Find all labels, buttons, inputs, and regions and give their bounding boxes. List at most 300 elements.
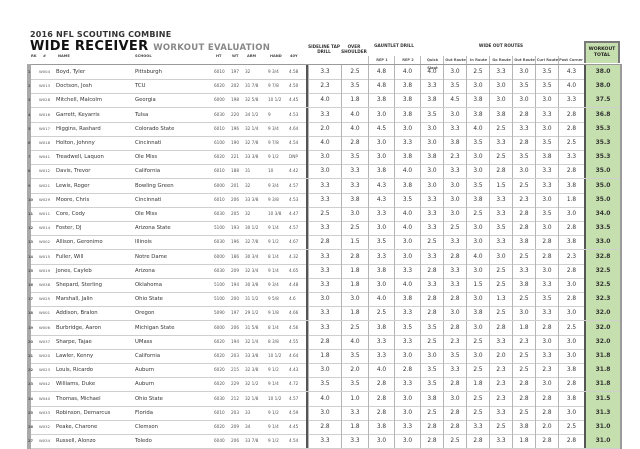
hand-cell: 9 3/4 <box>268 69 279 74</box>
score-cell: 3.8 <box>420 392 443 406</box>
name-cell: Thomas, Michael <box>56 395 101 402</box>
score-cell: 3.8 <box>535 150 558 164</box>
score-cell: 3.0 <box>341 207 368 221</box>
hand-cell: 9 1/2 <box>268 367 279 373</box>
school-cell: Toledo <box>135 438 152 445</box>
score-cell: 3.8 <box>368 93 394 107</box>
score-cell: 2.8 <box>394 363 420 377</box>
score-cell: 3.0 <box>466 221 489 235</box>
score-cell: 4.0 <box>368 292 394 306</box>
forty-cell: 4.65 <box>289 267 299 273</box>
score-cell: 3.3 <box>558 150 584 164</box>
hand-cell: 10 1/2 <box>268 395 282 401</box>
score-cell: 3.3 <box>308 250 341 264</box>
score-cell: 2.8 <box>420 434 443 448</box>
score-cell: 3.0 <box>489 79 512 93</box>
name-cell: Lewis, Roger <box>56 182 90 189</box>
forty-cell: 4.50 <box>289 83 299 89</box>
score-cell: 3.5 <box>420 321 443 335</box>
score-cell: 2.5 <box>489 278 512 292</box>
name-cell: Peake, Charone <box>56 424 98 430</box>
score-cell: 3.0 <box>394 250 420 264</box>
score-cell: 3.5 <box>535 79 558 93</box>
forty-cell: 4.56 <box>289 324 299 330</box>
school-cell: Illinois <box>135 239 152 246</box>
score-cell: 2.8 <box>512 392 535 406</box>
height-cell: 6000 <box>214 253 225 259</box>
score-cell: 2.8 <box>558 108 584 122</box>
col-gauntlet-rep1: REP 1 <box>368 56 395 64</box>
table-row <box>28 278 620 293</box>
score-cell: 1.5 <box>466 278 489 292</box>
score-cell: 3.3 <box>308 65 341 79</box>
forty-cell: 4.47 <box>289 211 299 216</box>
score-cell: 4.3 <box>368 193 394 207</box>
height-cell: 6000 <box>214 97 225 103</box>
score-cell: 4.0 <box>394 65 420 79</box>
score-cell: 4.0 <box>558 79 584 93</box>
score-cell: 2.5 <box>466 363 489 377</box>
score-cell: 3.8 <box>394 93 420 107</box>
score-cell: 2.5 <box>341 221 368 235</box>
school-cell: Colorado State <box>135 125 175 132</box>
score-cell: 2.5 <box>341 65 368 79</box>
name-cell: Williams, Duke <box>56 381 96 388</box>
score-cell: 4.0 <box>394 164 420 178</box>
school-cell: Oklahoma <box>135 282 162 288</box>
score-cell: 3.0 <box>368 150 394 164</box>
title-sub: WORKOUT EVALUATION <box>153 43 271 53</box>
weight-cell: 190 <box>231 140 239 145</box>
school-cell: Michigan State <box>135 324 175 331</box>
total-cell: 31.8 <box>584 349 620 363</box>
col-over-shoulder: OVER SHOULDER <box>341 44 367 54</box>
hand-cell: 10 1/2 <box>268 353 282 358</box>
score-cell: 2.5 <box>489 122 512 136</box>
score-cell: 3.3 <box>489 235 512 249</box>
weight-cell: 197 <box>231 69 239 74</box>
code-cell: W040 <box>39 395 51 401</box>
score-cell: 3.0 <box>443 179 466 193</box>
school-cell: Cincinnati <box>135 140 162 146</box>
score-cell: 1.8 <box>558 193 584 207</box>
score-cell: 3.5 <box>535 292 558 306</box>
weight-cell: 205 <box>231 211 239 216</box>
score-cell: 3.8 <box>466 306 489 320</box>
table-row <box>28 207 620 222</box>
rank-cell: 26 <box>28 425 34 429</box>
score-cell: 3.0 <box>512 306 535 320</box>
score-cell: 2.8 <box>558 264 584 278</box>
forty-cell: 4.53 <box>289 111 299 117</box>
score-cell: 3.3 <box>308 321 341 335</box>
score-cell: 3.8 <box>489 108 512 122</box>
score-cell: 3.3 <box>443 278 466 292</box>
total-cell: 32.0 <box>584 335 620 349</box>
score-cell: 3.0 <box>394 235 420 249</box>
height-cell: 6030 <box>214 395 225 401</box>
score-cell: 3.0 <box>368 221 394 235</box>
total-cell: 35.3 <box>584 150 620 164</box>
score-cell: 3.0 <box>466 349 489 363</box>
name-cell: Addison, Bralon <box>56 310 98 317</box>
score-cell: 3.3 <box>489 406 512 420</box>
table-row <box>28 292 620 307</box>
score-cell: 2.5 <box>368 306 394 320</box>
weight-cell: 229 <box>231 381 239 387</box>
score-cell: 3.5 <box>466 136 489 150</box>
score-cell: 3.3 <box>394 377 420 391</box>
score-cell: 3.0 <box>443 306 466 320</box>
table-row <box>28 235 620 250</box>
rank-cell: 13 <box>28 240 34 245</box>
table-row <box>28 93 620 108</box>
score-cell: 3.3 <box>512 122 535 136</box>
score-cell: 2.5 <box>308 207 341 221</box>
forty-cell: 4.54 <box>289 140 299 145</box>
forty-cell: 4.66 <box>289 310 299 316</box>
score-cell: 4.3 <box>368 179 394 193</box>
height-cell: 6010 <box>214 125 225 131</box>
score-cell: 3.0 <box>466 79 489 93</box>
height-cell: 6020 <box>214 353 225 358</box>
score-cell: 3.3 <box>443 122 466 136</box>
code-cell: W038 <box>39 282 51 287</box>
score-cell: 2.8 <box>443 406 466 420</box>
name-cell: Foster, DJ <box>56 225 82 232</box>
weight-cell: 221 <box>231 154 239 160</box>
score-cell: 3.5 <box>443 349 466 363</box>
school-cell: Auburn <box>135 381 155 388</box>
name-cell: Shepard, Sterling <box>56 282 102 288</box>
score-cell: 2.5 <box>512 179 535 193</box>
weight-cell: 209 <box>231 424 239 429</box>
hand-cell: 9 1/2 <box>268 154 279 160</box>
weight-cell: 196 <box>231 125 239 131</box>
score-cell: 2.5 <box>489 420 512 434</box>
score-cell: 3.3 <box>394 335 420 349</box>
score-cell: 2.3 <box>512 193 535 207</box>
rank-cell: 1 <box>28 70 31 74</box>
forty-cell: 4.72 <box>289 381 299 387</box>
forty-cell: 4.32 <box>289 253 299 259</box>
table-row <box>28 377 620 392</box>
score-cell: 3.0 <box>308 164 341 178</box>
arm-cell: 32 <box>245 69 251 74</box>
rank-cell: 17 <box>28 297 34 302</box>
score-cell: 3.3 <box>535 164 558 178</box>
score-cell: 3.3 <box>443 164 466 178</box>
score-cell: 3.8 <box>558 363 584 377</box>
score-cell: 2.3 <box>308 79 341 93</box>
code-cell: W004 <box>39 69 51 74</box>
score-cell: 3.3 <box>308 221 341 235</box>
score-cell: 3.0 <box>420 179 443 193</box>
code-cell: W021 <box>39 182 51 188</box>
school-cell: Ohio State <box>135 395 163 402</box>
score-cell: 2.5 <box>466 335 489 349</box>
score-cell: 3.5 <box>420 377 443 391</box>
table-row <box>28 108 620 123</box>
hand-cell: 9 3/4 <box>268 282 279 287</box>
weight-cell: 198 <box>231 97 239 103</box>
hand-cell: 9 1/8 <box>268 310 279 316</box>
height-cell: 5100 <box>214 296 225 302</box>
score-cell: 3.8 <box>466 108 489 122</box>
hand-cell: 9 1/4 <box>268 267 279 273</box>
score-cell: 2.5 <box>466 65 489 79</box>
score-cell: 3.5 <box>466 179 489 193</box>
score-cell: 3.0 <box>466 235 489 249</box>
score-cell: 3.0 <box>394 349 420 363</box>
total-cell: 38.0 <box>584 79 620 93</box>
total-cell: 38.0 <box>584 65 620 79</box>
name-cell: Robinson, Demarcus <box>56 409 111 416</box>
score-cell: 3.0 <box>558 406 584 420</box>
name-cell: Fuller, Will <box>56 253 84 260</box>
weight-cell: 203 <box>231 353 239 358</box>
col-school: SCHOOL <box>135 54 152 58</box>
score-cell: 3.3 <box>368 349 394 363</box>
score-cell: 2.8 <box>489 164 512 178</box>
school-cell: Auburn <box>135 367 155 374</box>
name-cell: Allison, Geronimo <box>56 239 103 246</box>
score-cell: 2.5 <box>558 420 584 434</box>
score-cell: 3.0 <box>420 122 443 136</box>
score-cell: 3.5 <box>512 150 535 164</box>
score-cell: 3.3 <box>489 335 512 349</box>
code-cell: W019 <box>39 267 51 273</box>
score-cell: 3.5 <box>341 79 368 93</box>
arm-cell: 32 5/8 <box>245 97 259 103</box>
name-cell: Louis, Ricardo <box>56 367 94 374</box>
score-cell: 2.8 <box>420 292 443 306</box>
school-cell: Cincinnati <box>135 196 162 203</box>
name-cell: Moore, Chris <box>56 196 90 203</box>
col-go-route: Go Route <box>489 56 513 64</box>
forty-cell: 4.55 <box>289 338 299 344</box>
code-cell: W016 <box>39 111 51 117</box>
score-cell: 3.5 <box>341 349 368 363</box>
score-cell: 3.5 <box>420 363 443 377</box>
page-title <box>30 39 270 54</box>
arm-cell: 34 <box>245 424 251 429</box>
score-cell: 3.0 <box>394 122 420 136</box>
code-cell: W025 <box>39 296 51 302</box>
score-cell: 3.5 <box>535 207 558 221</box>
total-cell: 32.3 <box>584 292 620 306</box>
code-cell: W020 <box>39 353 51 358</box>
score-cell: 3.0 <box>466 264 489 278</box>
code-cell: W028 <box>39 97 51 103</box>
score-cell: 2.3 <box>489 377 512 391</box>
score-cell: 2.5 <box>466 406 489 420</box>
score-cell: 3.0 <box>535 193 558 207</box>
score-cell: 2.3 <box>489 392 512 406</box>
score-cell: 2.5 <box>512 250 535 264</box>
school-cell: Bowling Green <box>135 182 174 189</box>
hand-cell: 10 3/8 <box>268 211 282 216</box>
score-cell: 2.5 <box>558 136 584 150</box>
score-cell: 3.5 <box>420 108 443 122</box>
col-gauntlet-rep2: REP 2 <box>394 56 421 64</box>
score-cell: 3.0 <box>443 207 466 221</box>
score-cell: 2.8 <box>368 392 394 406</box>
score-cell: 1.8 <box>466 377 489 391</box>
forty-cell: 4.48 <box>289 282 299 287</box>
table-row <box>28 349 620 364</box>
score-cell: 3.3 <box>341 434 368 448</box>
score-cell: 4.0 <box>466 122 489 136</box>
score-cell: 1.8 <box>341 278 368 292</box>
table-row <box>28 221 620 236</box>
rank-cell: 10 <box>28 197 34 202</box>
arm-cell: 32 <box>245 211 251 216</box>
score-cell: 3.3 <box>308 434 341 448</box>
total-cell: 35.3 <box>584 122 620 136</box>
school-cell: California <box>135 353 161 359</box>
col-arm: ARM <box>247 54 257 58</box>
rank-cell: 25 <box>28 410 34 415</box>
score-cell: 3.5 <box>341 377 368 391</box>
school-cell: UMass <box>135 338 153 345</box>
score-cell: 2.8 <box>341 250 368 264</box>
forty-cell: 4.57 <box>289 182 299 188</box>
hand-cell: 10 1/2 <box>268 97 282 103</box>
arm-cell: 31 5/8 <box>245 324 259 330</box>
arm-cell: 32 3/8 <box>245 367 259 373</box>
col-out-route-2: Out Route <box>512 56 536 64</box>
name-cell: Garrett, Keyarris <box>56 111 100 118</box>
school-cell: California <box>135 168 161 175</box>
score-cell: 3.3 <box>308 306 341 320</box>
hand-cell: 9 1/2 <box>268 409 279 415</box>
year-title: 2016 NFL SCOUTING COMBINE <box>30 30 172 39</box>
score-cell: 3.0 <box>341 292 368 306</box>
table-row <box>28 321 620 336</box>
score-cell: 3.8 <box>394 150 420 164</box>
score-cell: 2.0 <box>308 122 341 136</box>
table-row <box>28 434 620 449</box>
score-cell: 4.0 <box>308 136 341 150</box>
school-cell: Ole Miss <box>135 154 158 161</box>
score-cell: 2.5 <box>489 264 512 278</box>
score-cell: 3.3 <box>535 306 558 320</box>
score-cell: 3.8 <box>341 193 368 207</box>
school-cell: Oregon <box>135 310 155 317</box>
forty-cell: 4.54 <box>289 438 299 444</box>
score-cell: 2.5 <box>420 335 443 349</box>
school-cell: Ole Miss <box>135 211 158 217</box>
weight-cell: 194 <box>231 338 239 344</box>
score-cell: 2.8 <box>420 420 443 434</box>
name-cell: Mitchell, Malcolm <box>56 97 103 104</box>
score-cell: 2.0 <box>535 420 558 434</box>
code-cell: W017 <box>39 125 51 131</box>
col-quick-slant: Quick Slant <box>420 56 444 64</box>
table-row <box>28 179 620 194</box>
score-cell: 3.3 <box>341 406 368 420</box>
arm-cell: 29 1/2 <box>245 310 259 316</box>
title-main: WIDE RECEIVER <box>30 39 149 54</box>
height-cell: 6010 <box>214 69 225 74</box>
score-cell: 2.8 <box>558 221 584 235</box>
score-cell: 2.8 <box>308 335 341 349</box>
total-cell: 35.0 <box>584 179 620 193</box>
arm-cell: 34 1/2 <box>245 111 259 117</box>
weight-cell: 197 <box>231 310 239 316</box>
score-cell: 2.8 <box>308 235 341 249</box>
weight-cell: 196 <box>231 239 239 245</box>
score-cell: 3.0 <box>443 392 466 406</box>
score-cell: 1.5 <box>341 235 368 249</box>
score-cell: 4.0 <box>394 221 420 235</box>
score-cell: 3.5 <box>394 321 420 335</box>
rank-cell: 9 <box>28 183 31 188</box>
table-row <box>28 65 620 80</box>
code-cell: W042 <box>39 381 51 387</box>
height-cell: 5100 <box>214 225 225 231</box>
score-cell: 2.8 <box>512 136 535 150</box>
score-cell: 3.5 <box>489 221 512 235</box>
code-cell: W012 <box>39 168 51 174</box>
score-cell: 3.3 <box>368 335 394 349</box>
score-cell: 3.0 <box>443 193 466 207</box>
score-cell: 2.8 <box>443 250 466 264</box>
rank-cell: 22 <box>28 368 34 373</box>
score-cell: 3.8 <box>512 420 535 434</box>
name-cell: Davis, Trevor <box>56 168 91 175</box>
score-cell: 4.0 <box>394 207 420 221</box>
weight-cell: 215 <box>231 367 239 373</box>
score-cell: 3.3 <box>443 264 466 278</box>
height-cell: 6000 <box>214 182 225 188</box>
score-cell: 3.0 <box>368 278 394 292</box>
score-cell: 3.5 <box>341 150 368 164</box>
forty-cell: 4.53 <box>289 196 299 202</box>
col-hand: HAND <box>270 54 282 58</box>
score-cell: 2.8 <box>558 434 584 448</box>
height-cell: 6020 <box>214 367 225 373</box>
score-cell: 3.0 <box>535 122 558 136</box>
height-cell: 5090 <box>214 310 225 316</box>
height-cell: 6020 <box>214 381 225 387</box>
score-cell: 3.0 <box>466 321 489 335</box>
score-cell: 3.0 <box>558 278 584 292</box>
score-cell: 3.8 <box>558 235 584 249</box>
code-cell: W014 <box>39 225 51 231</box>
score-cell: 2.3 <box>443 335 466 349</box>
score-cell: 3.0 <box>394 434 420 448</box>
hand-cell: 8 3/8 <box>268 338 279 344</box>
score-cell: 3.8 <box>420 93 443 107</box>
score-cell: 1.3 <box>489 292 512 306</box>
forty-cell: 4.45 <box>289 424 299 429</box>
score-cell: 3.0 <box>420 164 443 178</box>
weight-cell: 206 <box>231 196 239 202</box>
score-cell: 3.3 <box>489 136 512 150</box>
score-cell: 2.8 <box>535 406 558 420</box>
forty-cell: 4.57 <box>289 395 299 401</box>
rank-cell: 14 <box>28 254 34 259</box>
score-cell: 3.0 <box>308 292 341 306</box>
score-cell: 4.5 <box>443 93 466 107</box>
name-cell: Russell, Alonzo <box>56 438 96 445</box>
weight-cell: 193 <box>231 225 239 231</box>
weight-cell: 212 <box>231 395 239 401</box>
score-cell: 3.0 <box>535 335 558 349</box>
weight-cell: 220 <box>231 111 239 117</box>
